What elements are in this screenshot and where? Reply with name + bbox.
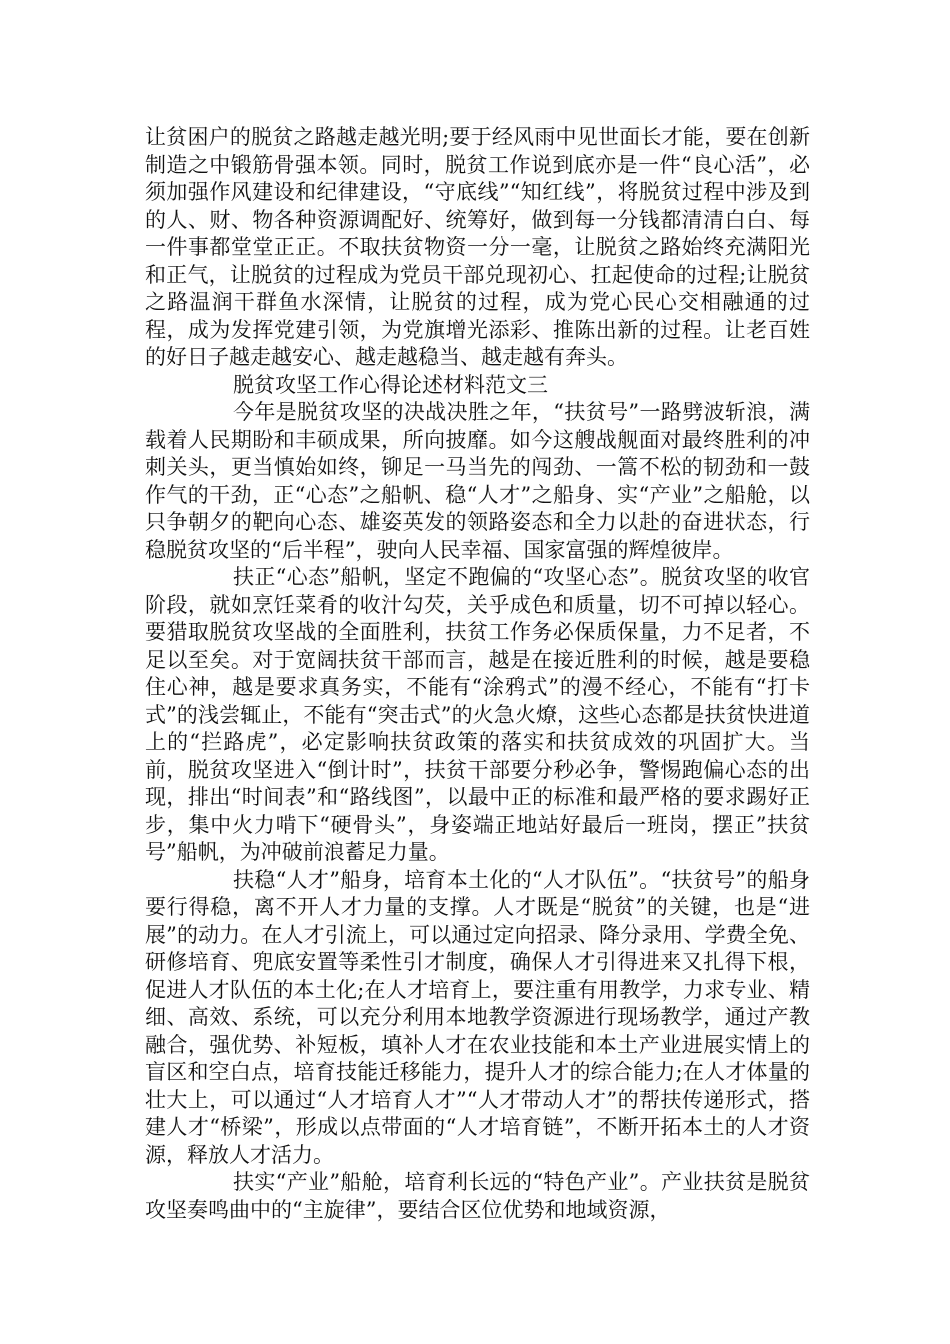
paragraph-industry: 扶实“产业”船舱，培育利长远的“特色产业”。产业扶贫是脱贫攻坚奏鸣曲中的“主旋律”，要结合区位优势和地域资源，	[145, 1170, 810, 1222]
paragraph-intro: 今年是脱贫攻坚的决战决胜之年，“扶贫号”一路劈波斩浪，满载着人民期盼和丰硕成果，所向披靡。如今这艘战舰面对最终胜利的冲刺关头，更当慎始如终，铆足一马当先的闯劲、一篙不松的韧劲和一鼓作气的干劲，正“心态”之船帆、稳“人才”之船身、实“产业”之船舱，以只争朝夕的靶向心态、雄姿英发的领路姿态和全力以赴的奋进状态，行稳脱贫攻坚的“后半程”，驶向人民幸福、国家富强的辉煌彼岸。	[145, 400, 810, 562]
section-heading: 脱贫攻坚工作心得论述材料范文三	[233, 372, 548, 397]
paragraph-mindset: 扶正“心态”船帆，坚定不跑偏的“攻坚心态”。脱贫攻坚的收官阶段，就如烹饪菜肴的收汁勾芡，关乎成色和质量，切不可掉以轻心。要猎取脱贫攻坚战的全面胜利，扶贫工作务必保质保量，力不足者，不足以至矣。对于宽阔扶贫干部而言，越是在接近胜利的时候，越是要稳住心神，越是要求真务实，不能有“涂鸦式”的漫不经心，不能有“打卡式”的浅尝辄止，不能有“突击式”的火急火燎，这些心态都是扶贫快进道上的“拦路虎”，必定影响扶贫政策的落实和扶贫成效的巩固扩大。当前，脱贫攻坚进入“倒计时”，扶贫干部要分秒必争，警惕跑偏心态的出现，排出“时间表”和“路线图”，以最中正的标准和最严格的要求踢好正步，集中火力啃下“硬骨头”，身姿端正地站好最后一班岗，摆正”扶贫号”船帆，为冲破前浪蓄足力量。	[145, 565, 810, 864]
document-page	[145, 124, 810, 1224]
paragraph-continuation: 让贫困户的脱贫之路越走越光明;要于经风雨中见世面长才能，要在创新制造之中锻筋骨强本领。同时，脱贫工作说到底亦是一件“良心活”，必须加强作风建设和纪律建设，“守底线”“知红线”，将脱贫过程中涉及到的人、财、物各种资源调配好、统筹好，做到每一分钱都清清白白、每一件事都堂堂正正。不取扶贫物资一分一毫，让脱贫之路始终充满阳光和正气，让脱贫的过程成为党员干部兑现初心、扛起使命的过程;让脱贫之路温润干群鱼水深情，让脱贫的过程，成为党心民心交相融通的过程，成为发挥党建引领，为党旗增光添彩、推陈出新的过程。让老百姓的好日子越走越安心、越走越稳当、越走越有奔头。	[145, 125, 810, 369]
paragraph-talent: 扶稳“人才”船身，培育本土化的“人才队伍”。“扶贫号”的船身要行得稳，离不开人才力量的支撑。人才既是“脱贫”的关键，也是“进展”的动力。在人才引流上，可以通过定向招录、降分录用、学费全免、研修培育、兜底安置等柔性引才制度，确保人才引得进来又扎得下根，促进人才队伍的本土化;在人才培育上，要注重有用教学，力求专业、精细、高效、系统，可以充分利用本地教学资源进行现场教学，通过产教融合，强优势、补短板，填补人才在农业技能和本土产业进展实情上的盲区和空白点，培育技能迁移能力，提升人才的综合能力;在人才体量的壮大上，可以通过“人才培育人才”“人才带动人才”的帮扶传递形式，搭建人才“桥梁”，形成以点带面的“人才培育链”，不断开拓本土的人才资源，释放人才活力。	[145, 867, 810, 1167]
